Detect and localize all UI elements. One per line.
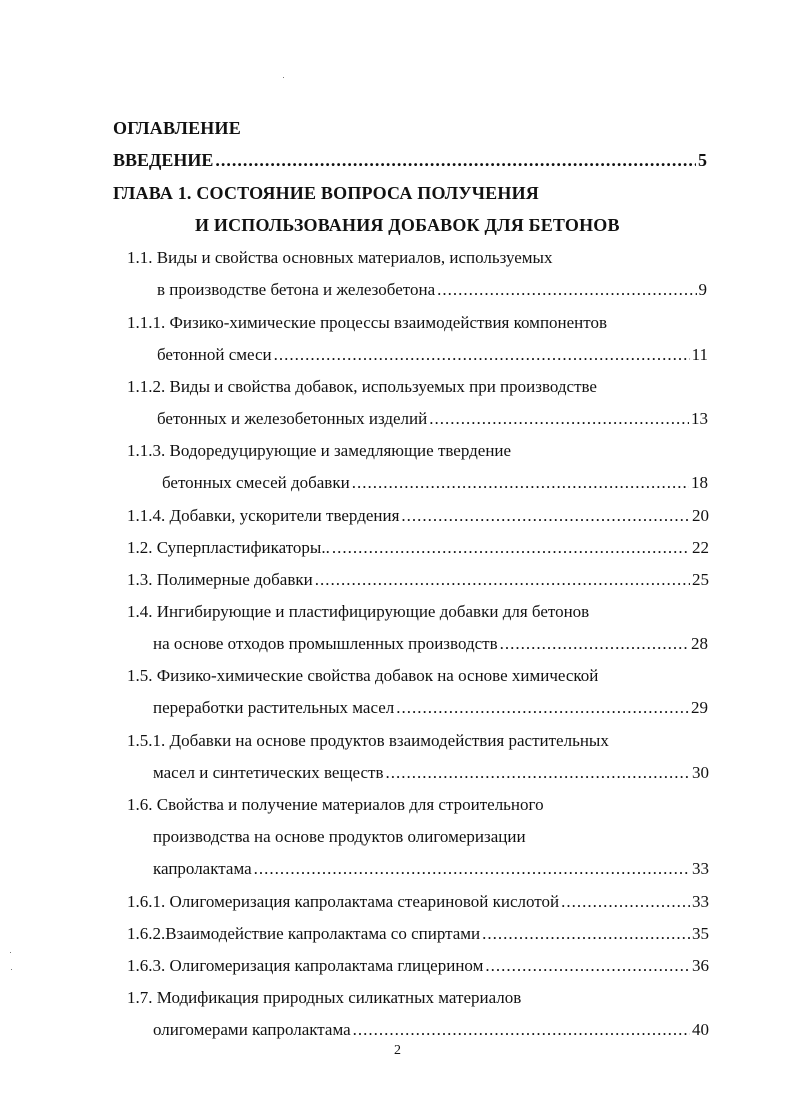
scan-speck (283, 77, 284, 78)
toc-entry-1-7[interactable] (153, 1020, 709, 1040)
toc-entry-text: 1.6.3. Олигомеризация капролактама глицерином (127, 956, 484, 975)
toc-dot-leader (315, 570, 690, 590)
toc-entry-page: 35 (692, 924, 709, 943)
toc-dot-leader (482, 924, 690, 944)
toc-entry-line: 1.1.1. Физико-химические процессы взаимодействия компонентов (127, 313, 608, 332)
toc-dot-leader (274, 345, 690, 365)
toc-entry-page: 5 (698, 150, 707, 170)
toc-entry-page: 22 (692, 538, 709, 557)
toc-dot-leader (429, 409, 689, 429)
toc-entry-1-5[interactable] (153, 698, 708, 718)
toc-entry-1-6-1[interactable] (127, 892, 709, 912)
toc-entry-text: бетонных смесей добавки (162, 473, 350, 492)
toc-dot-leader (500, 634, 689, 654)
toc-entry-page: 9 (698, 280, 707, 299)
toc-entry-1-6[interactable] (153, 859, 709, 879)
toc-dot-leader (561, 892, 690, 912)
toc-entry-page: 33 (692, 859, 709, 878)
toc-entry-page: 20 (692, 506, 709, 525)
toc-entry-text: 1.6.2.Взаимодействие капролактама со спиртами (127, 924, 481, 943)
toc-entry-1-1-4[interactable] (127, 506, 709, 526)
toc-entry-1-6-3[interactable] (127, 956, 709, 976)
toc-entry-text: капролактама (153, 859, 252, 878)
toc-entry-text: бетонных и железобетонных изделий (157, 409, 428, 428)
toc-dot-leader (353, 1020, 690, 1040)
scan-speck (10, 952, 11, 953)
toc-dot-leader (401, 506, 690, 526)
toc-dot-leader (485, 956, 690, 976)
toc-entry-text: 1.1.4. Добавки, ускорители твердения (127, 506, 400, 525)
toc-entry-text: на основе отходов промышленных производств (153, 634, 498, 653)
toc-entry-text: бетонной смеси (157, 345, 272, 364)
toc-dot-leader (352, 473, 689, 493)
toc-entry-line: 1.1.2. Виды и свойства добавок, используемых при производстве (127, 377, 597, 396)
toc-entry-line: производства на основе продуктов олигомеризации (153, 827, 526, 846)
toc-entry-page: 30 (692, 763, 709, 782)
toc-dot-leader (437, 280, 696, 300)
scan-speck (11, 969, 12, 970)
toc-entry-line: 1.7. Модификация природных силикатных материалов (127, 988, 522, 1007)
toc-entry-text: 1.2. Суперпластификаторы.. (127, 538, 330, 557)
toc-entry-page: 25 (692, 570, 709, 589)
toc-entry-1-6-2[interactable] (127, 924, 709, 944)
toc-entry-line: 1.5.1. Добавки на основе продуктов взаимодействия растительных (127, 731, 609, 750)
toc-dot-leader (215, 150, 696, 171)
toc-entry-text: олигомерами капролактама (153, 1020, 351, 1039)
toc-title: ОГЛАВЛЕНИЕ (113, 118, 241, 138)
toc-entry-line: 1.6. Свойства и получение материалов для строительного (127, 795, 544, 814)
toc-entry-1-1-1[interactable] (157, 345, 708, 365)
toc-entry-1-2[interactable] (127, 538, 709, 558)
page-number: 2 (394, 1043, 401, 1058)
toc-entry-line: 1.1. Виды и свойства основных материалов, используемых (127, 248, 553, 267)
toc-entry-1-4[interactable] (153, 634, 708, 654)
toc-entry-intro[interactable] (113, 150, 707, 171)
toc-entry-line: 1.4. Ингибирующие и пластифицирующие добавки для бетонов (127, 602, 590, 621)
toc-dot-leader (332, 538, 690, 558)
toc-dot-leader (254, 859, 690, 879)
toc-entry-page: 11 (691, 345, 708, 364)
toc-entry-text: 1.6.1. Олигомеризация капролактама стеариновой кислотой (127, 892, 560, 911)
toc-entry-page: 29 (691, 698, 708, 717)
toc-entry-1-1-2[interactable] (157, 409, 708, 429)
toc-entry-text: переработки растительных масел (153, 698, 395, 717)
toc-entry-page: 13 (691, 409, 708, 428)
toc-entry-text: масел и синтетических веществ (153, 763, 384, 782)
toc-dot-leader (396, 698, 689, 718)
toc-entry-1-3[interactable] (127, 570, 709, 590)
toc-entry-line: 1.5. Физико-химические свойства добавок на основе химической (127, 666, 599, 685)
toc-entry-page: 18 (691, 473, 708, 492)
toc-entry-page: 33 (692, 892, 709, 911)
toc-entry-page: 40 (692, 1020, 709, 1039)
toc-dot-leader (386, 763, 690, 783)
toc-entry-text: в производстве бетона и железобетона (157, 280, 436, 299)
chapter-heading-line1: ГЛАВА 1. СОСТОЯНИЕ ВОПРОСА ПОЛУЧЕНИЯ (113, 183, 539, 203)
toc-entry-text: 1.3. Полимерные добавки (127, 570, 313, 589)
toc-entry-page: 36 (692, 956, 709, 975)
toc-entry-1-1-3[interactable] (162, 473, 708, 493)
toc-entry-1-5-1[interactable] (153, 763, 709, 783)
chapter-heading-line2: И ИСПОЛЬЗОВАНИЯ ДОБАВОК ДЛЯ БЕТОНОВ (195, 215, 620, 235)
toc-entry-1-1[interactable] (157, 280, 707, 300)
toc-entry-page: 28 (691, 634, 708, 653)
toc-entry-text: ВВЕДЕНИЕ (113, 150, 214, 170)
toc-entry-line: 1.1.3. Водоредуцирующие и замедляющие твердение (127, 441, 512, 460)
